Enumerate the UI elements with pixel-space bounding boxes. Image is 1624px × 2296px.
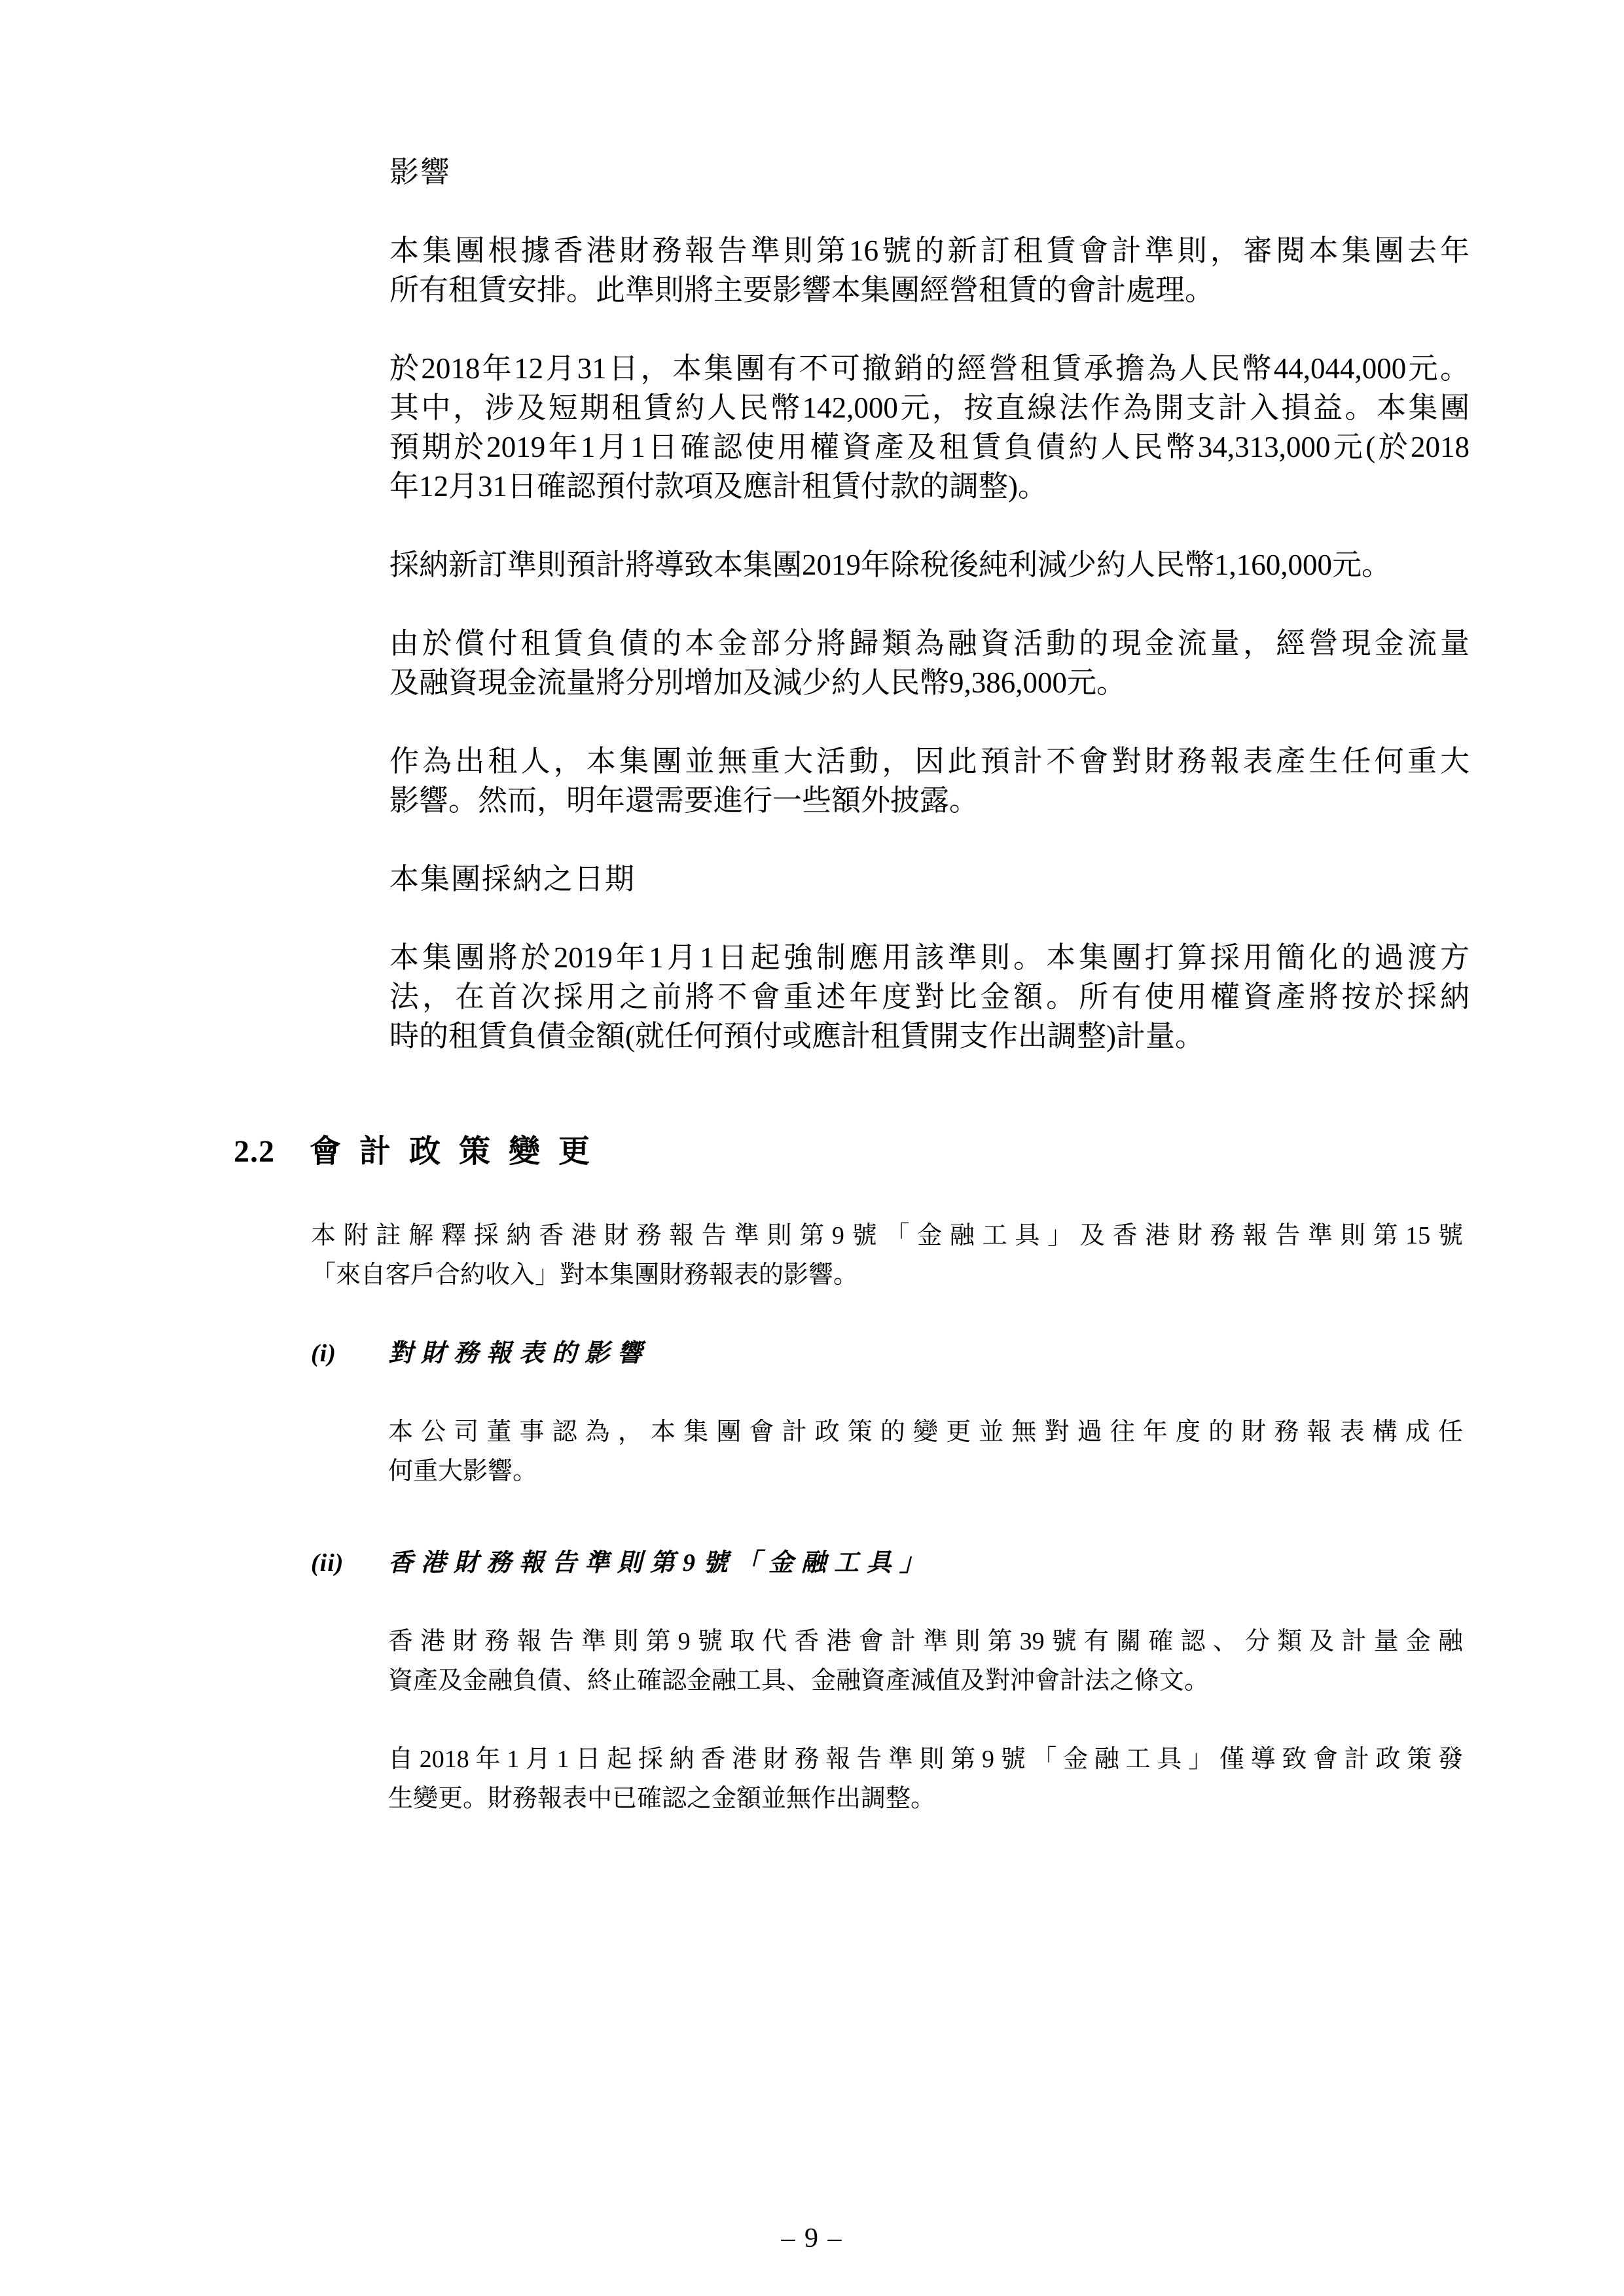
- paragraph-line: 時的租賃負債金額(就任何預付或應計租賃開支作出調整)計量。: [389, 1020, 1204, 1052]
- subsection-ii-heading: [311, 1543, 1463, 1583]
- paragraph-line: 本公司董事認為，本集團會計政策的變更並無對過往年度的財務報表構成任: [388, 1418, 1463, 1446]
- paragraph-line: 年12月31日確認預付款項及應計租賃付款的調整)。: [389, 470, 1047, 503]
- subsection-ii-title: 香港財務報告準則第9號「金融工具」: [388, 1549, 933, 1577]
- paragraph-line: 於2018年12月31日，本集團有不可撤銷的經營租賃承擔為人民幣44,044,000元。: [389, 352, 1470, 385]
- paragraph-line: 本集團根據香港財務報告準則第16號的新訂租賃會計準則，審閱本集團去年: [389, 234, 1470, 267]
- paragraph-line: 所有租賃安排。此準則將主要影響本集團經營租賃的會計處理。: [389, 274, 1215, 306]
- subsection-i-label: (i): [311, 1340, 336, 1367]
- paragraph-line: 生變更。財務報表中已確認之金額並無作出調整。: [388, 1785, 936, 1812]
- paragraph-line: 何重大影響。: [388, 1458, 538, 1485]
- paragraph-line: 作為出租人，本集團並無重大活動，因此預計不會對財務報表產生任何重大: [389, 745, 1470, 778]
- page-number: – 9 –: [781, 2223, 843, 2253]
- subsection-i-title: 對財務報表的影響: [388, 1340, 651, 1367]
- impact-heading: 影響: [389, 156, 452, 188]
- paragraph-line: 法，在首次採用之前將不會重述年度對比金額。所有使用權資產將按於採納: [389, 980, 1470, 1013]
- paragraph-line: 資產及金融負債、終止確認金融工具、金融資產減值及對沖會計法之條文。: [388, 1667, 1210, 1695]
- hkfrs16-continuation-section: [389, 152, 1470, 1056]
- paragraph-profit-impact: [389, 545, 1470, 584]
- paragraph-lessor-activities: [389, 742, 1470, 820]
- paragraph-line: 由於償付租賃負債的本金部分將歸類為融資活動的現金流量，經營現金流量: [389, 627, 1470, 660]
- subsection-i-heading: [311, 1334, 1463, 1373]
- paragraph-line: 及融資現金流量將分別增加及減少約人民幣9,386,000元。: [389, 666, 1127, 699]
- paragraph-line: 其中，涉及短期租賃約人民幣142,000元，按直線法作為開支計入損益。本集團: [389, 391, 1470, 424]
- paragraph-line: 影響。然而，明年還需要進行一些額外披露。: [389, 784, 979, 817]
- paragraph-cash-flow-impact: [389, 624, 1470, 702]
- paragraph-line: 採納新訂準則預計將導致本集團2019年除稅後純利減少約人民幣1,160,000元。: [389, 548, 1392, 581]
- section-2-2-body: [311, 1216, 1463, 1818]
- paragraph-section-intro: [311, 1216, 1463, 1295]
- paragraph-line: 本附註解釋採納香港財務報告準則第9號「金融工具」及香港財務報告準則第15號: [311, 1222, 1463, 1249]
- paragraph-operating-lease-commitment: [389, 349, 1470, 506]
- adoption-date-heading: 本集團採納之日期: [389, 863, 636, 895]
- paragraph-hkfrs9-adoption: [388, 1740, 1463, 1818]
- paragraph-line: 自2018年1月1日起採納香港財務報告準則第9號「金融工具」僅導致會計政策發: [388, 1746, 1463, 1773]
- subsection-ii-label: (ii): [311, 1549, 344, 1577]
- section-number: 2.2: [234, 1134, 275, 1169]
- paragraph-hkfrs9-replacement: [388, 1622, 1463, 1700]
- section-2-2-heading: [234, 1132, 608, 1172]
- section-title: 會計政策變更: [310, 1134, 609, 1169]
- paragraph-line: 香港財務報告準則第9號取代香港會計準則第39號有關確認、分類及計量金融: [388, 1628, 1463, 1655]
- paragraph-line: 本集團將於2019年1月1日起強制應用該準則。本集團打算採用簡化的過渡方: [389, 941, 1470, 974]
- paragraph-line: 預期於2019年1月1日確認使用權資產及租賃負債約人民幣34,313,000元(於2018: [389, 431, 1470, 463]
- paragraph-line: 「來自客戶合約收入」對本集團財務報表的影響。: [311, 1261, 859, 1289]
- paragraph-adoption-approach: [389, 938, 1470, 1056]
- paragraph-financial-statement-impact: [388, 1412, 1463, 1491]
- paragraph-review-of-leases: [389, 231, 1470, 310]
